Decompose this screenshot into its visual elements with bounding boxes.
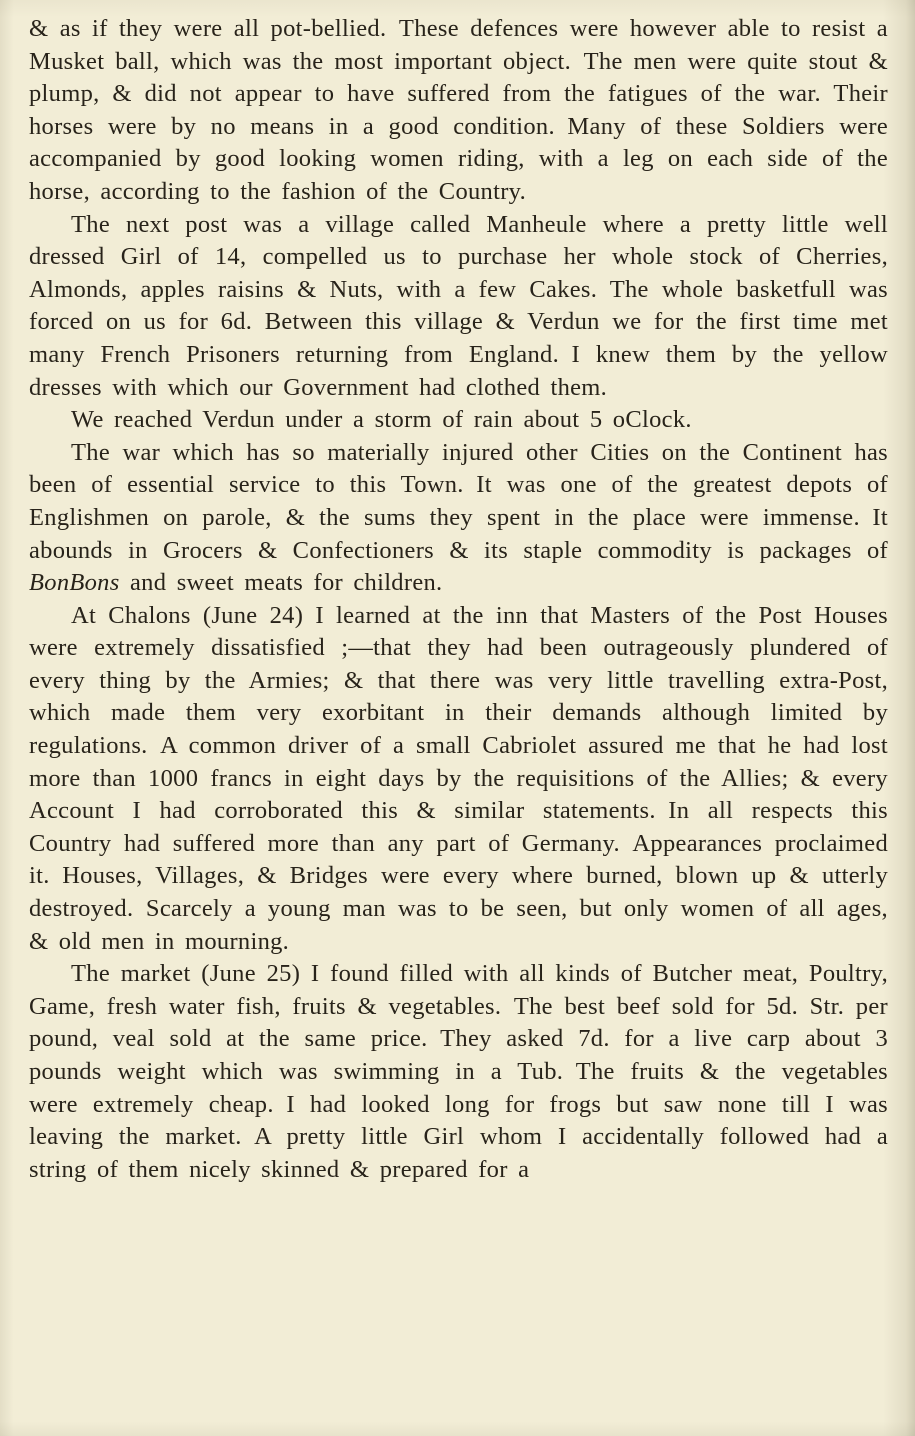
italic-phrase-bonbons: BonBons <box>29 569 120 597</box>
paragraph-market: The market (June 25) I found filled with all kinds of Butcher meat, Poultry, Game, fresh water fish, fruits & vegetables. The best beef sold for 5d. Str. per pound, veal sold at the same price. They asked 7d. for a live carp about 3 pounds weight which was swimming in a Tub. The fruits & the vegetables were extremely cheap. I had looked long for frogs but saw none till I was leaving the market. A pretty little Girl whom I accidentally followed had a string of them nicely skinned & prepared for a <box>29 960 888 1183</box>
paragraph-chalons: At Chalons (June 24) I learned at the inn that Masters of the Post Houses were extremely dissatisfied ;—that they had been outrageously plundered of every thing by the Armies; & that there was very little travelling extra-Post, which made them very exorbitant in their demands although limited by regulations. A common driver of a small Cabriolet assured me that he had lost more than 1000 francs in eight days by the requisitions of the Allies; & every Account I had corroborated this & similar statements. In all respects this Country had suffered more than any part of Germany. Appearances proclaimed it. Houses, Villages, & Bridges were every where burned, blown up & utterly destroyed. Scarcely a young man was to be seen, but only women of all ages, & old men in mourning. <box>29 601 888 955</box>
paragraph-reached-verdun: We reached Verdun under a storm of rain about 5 oClock. <box>71 406 692 434</box>
paragraph-continuation: & as if they were all pot-bellied. These defences were however able to resist a Musket ball, which was the most important object. The men were quite stout & plump, & did not appear to have suffered from the fatigues of the war. Their horses were by no means in a good condition. Many of these Soldiers were accompanied by good looking women riding, with a leg on each side of the horse, according to the fashion of the Country. <box>29 15 888 205</box>
paragraph-war-service <box>29 437 888 600</box>
paragraph-war-service-post: and sweet meats for children. <box>119 569 443 597</box>
paragraph-next-post: The next post was a village called Manheule where a pretty little well dressed Girl of 14, compelled us to purchase her whole stock of Cherries, Almonds, apples raisins & Nuts, with a few Cakes. The whole basketfull was forced on us for 6d. Between this village & Verdun we for the first time met many French Prisoners returning from England. I knew them by the yellow dresses with which our Government had clothed them. <box>29 210 888 401</box>
paragraph-war-service-pre: The war which has so materially injured other Cities on the Continent has been of essential service to this Town. It was one of the greatest depots of Englishmen on parole, & the sums they spent in the place were immense. It abounds in Grocers & Confectioners & its staple commodity is packages of <box>29 438 888 564</box>
